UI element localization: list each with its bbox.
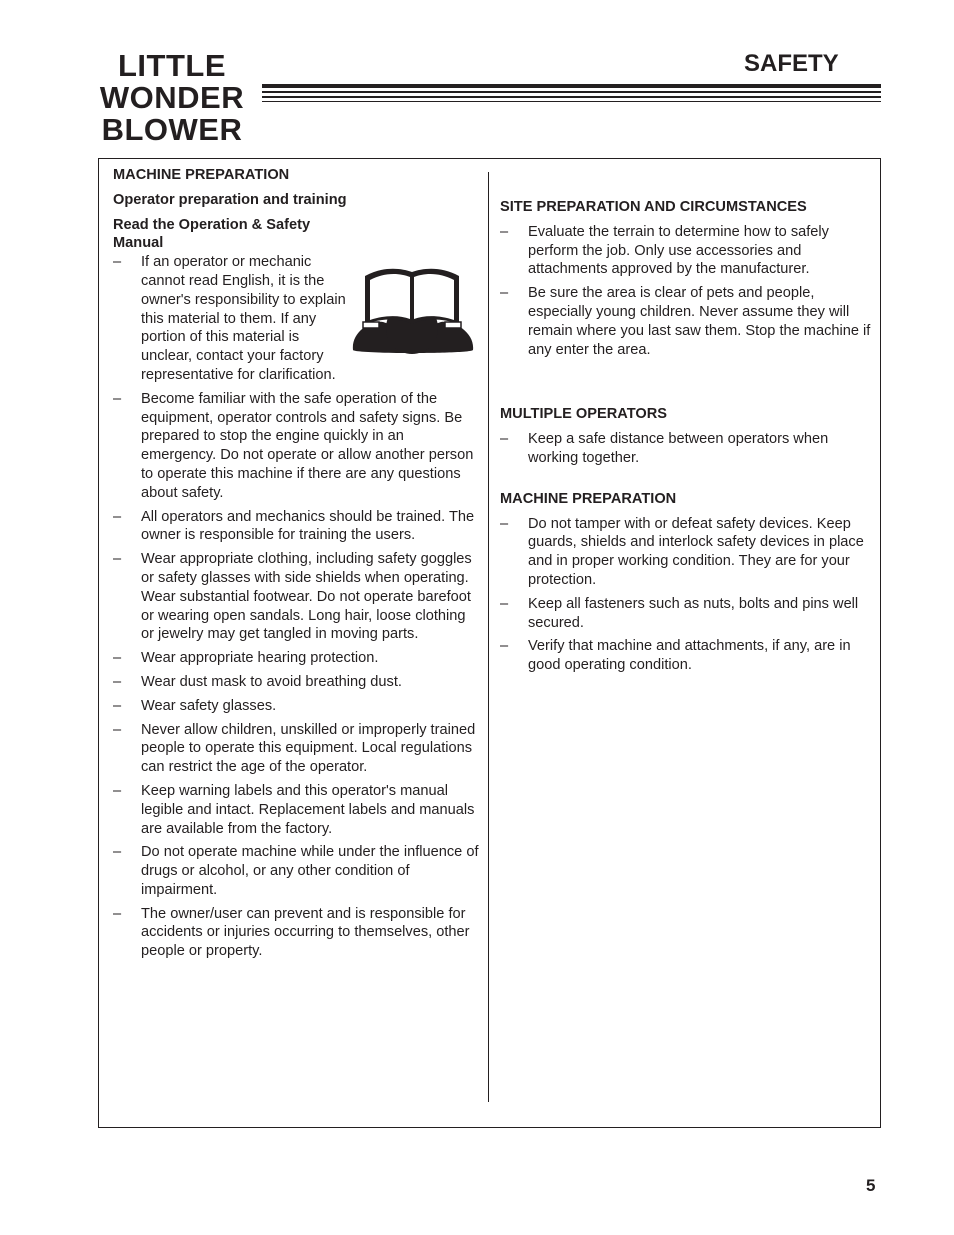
left-bullet-7 [113,697,479,716]
bullet-text: Wear safety glasses. [141,697,277,714]
right-bullet-multiple-1 [500,430,872,468]
person-reading-manual-icon [343,262,481,360]
left-subheading: Operator preparation and training [113,191,347,208]
left-bullet-9 [113,782,479,838]
bullet-dash: – [500,431,509,448]
bullet-dash: – [113,673,122,690]
bullet-dash: – [113,782,122,799]
right-heading-site: SITE PREPARATION AND CIRCUMSTANCES [500,199,807,215]
right-bullet-machine-3 [500,637,872,675]
bullet-text: Evaluate the terrain to determine how to safely perform the job. Only use accessories and attachments approved by the manufacturer. [528,223,829,278]
bullet-dash: – [113,508,122,525]
bullet-text: If an operator or mechanic cannot read English, it is the owner's responsibility to explain this material to them. If any portion of this material is unclear, contact your factory representative for clarification. [141,254,346,383]
left-bullet-5 [113,649,479,668]
right-column [500,198,872,680]
brand-line-1: LITTLE [117,48,227,83]
bullet-dash: – [500,515,509,532]
page-number: 5 [866,1176,876,1195]
bullet-dash: – [113,254,122,271]
section-title: SAFETY [744,50,839,77]
right-bullet-machine-2 [500,595,872,633]
right-bullet-machine-1 [500,515,872,590]
brand-line-3: BLOWER [101,112,243,147]
bullet-text: Keep all fasteners such as nuts, bolts and pins well secured. [528,595,859,631]
bullet-dash: – [113,721,122,738]
left-column [113,166,479,966]
bullet-dash: – [500,595,509,612]
brand-line-2: WONDER [99,80,245,115]
left-subheading-manual: Read the Operation & Safety Manual [113,216,311,252]
bullet-dash: – [500,638,509,655]
bullet-text: Never allow children, unskilled or improperly trained people to operate this equipment. Local regulations can restrict the age of the operator. [141,721,476,776]
bullet-dash: – [113,905,122,922]
bullet-dash: – [113,844,122,861]
right-heading-multiple: MULTIPLE OPERATORS [500,406,668,423]
bullet-dash: – [113,697,122,714]
header-rules [262,84,881,102]
left-bullet-11 [113,905,479,961]
bullet-text: Keep warning labels and this operator's manual legible and intact. Replacement labels and manuals are available from the factory. [141,782,475,837]
bullet-text: Keep a safe distance between operators when working together. [528,431,829,466]
left-heading: MACHINE PREPARATION [113,167,290,183]
right-heading-machine: MACHINE PREPARATION [500,490,677,507]
bullet-dash: – [500,285,509,302]
left-bullet-6 [113,673,479,692]
bullet-text: Be sure the area is clear of pets and people, especially young children. Never assume they will remain where you last saw them. Stop the machine if any enter the area. [528,285,871,358]
bullet-dash: – [113,390,122,407]
left-bullet-2 [113,390,479,503]
column-divider [488,172,489,1102]
bullet-text: The owner/user can prevent and is responsible for accidents or injuries occurring to themselves, other people or property. [141,905,470,960]
bullet-text: Become familiar with the safe operation of the equipment, operator controls and safety signs. Be prepared to stop the engine quickly in an emergency. Do not operate or allow another person to operate this machine if there are any questions about safety. [141,390,474,501]
bullet-dash: – [113,551,122,568]
left-bullet-4 [113,550,479,644]
left-bullet-1 [113,253,353,385]
bullet-dash: – [113,650,122,667]
left-bullet-3 [113,508,479,546]
right-bullet-site-1 [500,223,872,279]
bullet-text: Do not tamper with or defeat safety devices. Keep guards, shields and interlock safety devices in place and in proper working condition. They are for your protection. [528,515,864,588]
bullet-dash: – [500,223,509,240]
left-bullet-10 [113,843,479,899]
right-bullet-site-2 [500,284,872,359]
left-bullet-8 [113,721,479,777]
bullet-text: Wear dust mask to avoid breathing dust. [141,673,402,690]
bullet-text: Do not operate machine while under the influence of drugs or alcohol, or any other condition of impairment. [141,844,479,898]
bullet-text: Wear appropriate hearing protection. [141,650,379,667]
bullet-text: Verify that machine and attachments, if any, are in good operating condition. [528,638,851,674]
bullet-text: Wear appropriate clothing, including safety goggles or safety glasses with side shields when operating. Wear substantial footwear. Do not operate barefoot or wearing open sandals. Long hair, loose clothing or jewelry may get tangled in moving parts. [141,551,472,643]
bullet-text: All operators and mechanics should be trained. The owner is responsible for training the users. [141,508,475,544]
brand-title [92,50,252,146]
